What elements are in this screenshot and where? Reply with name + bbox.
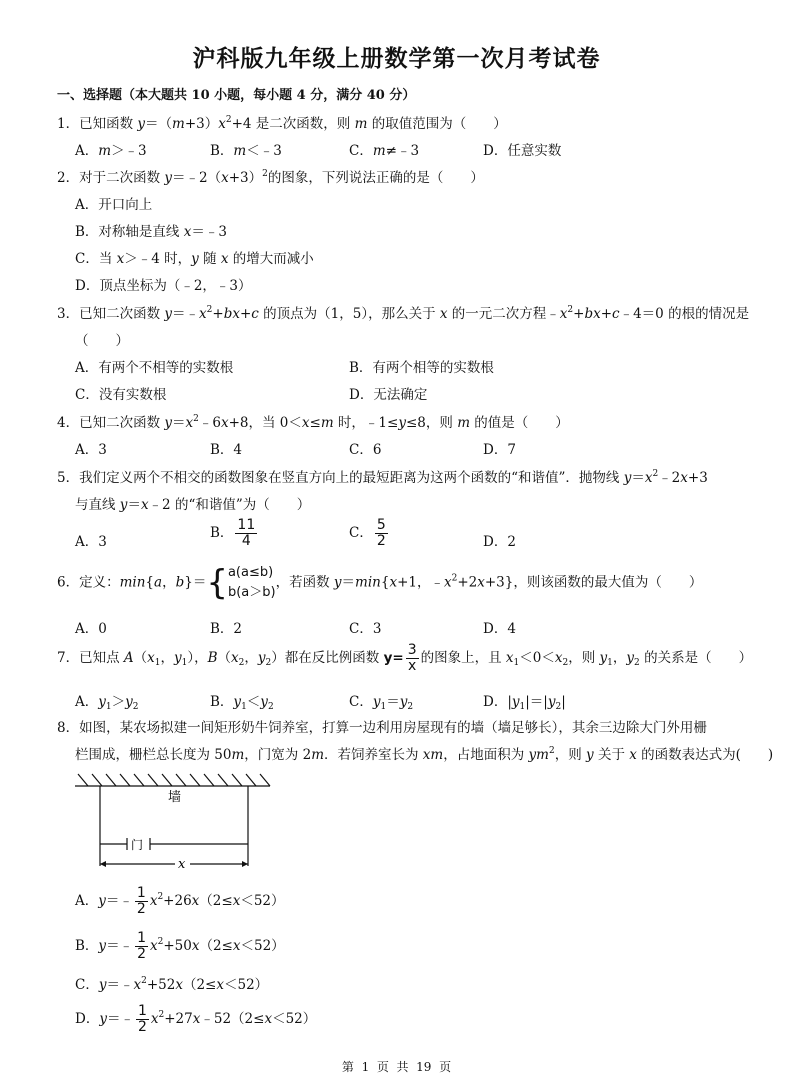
q2-option-d: D．顶点坐标为（﹣2，﹣3）: [75, 278, 252, 294]
fraction: $\frac{1}{2}$: [136, 885, 146, 917]
q3-option-b: B．有两个相等的实数根: [349, 360, 494, 376]
x-label: x: [178, 857, 186, 872]
farm-diagram: [70, 770, 280, 875]
q3-option-d: D．无法确定: [349, 387, 428, 403]
fraction: $\frac{3}{x}$: [407, 642, 417, 674]
q1-option-a: A．m＞﹣3: [75, 143, 147, 159]
q5-option-d: D．2: [483, 534, 516, 550]
q8-option-c: C．$y=﹣x^2+52x(2\le x<52)$: [75, 976, 269, 993]
question-5: 5．我们定义两个不相交的函数图象在竖直方向上的最短距离为这两个函数的“和谐值”．抛物线 $y=x^2﹣2x+3$: [57, 469, 708, 486]
question-7: 7．已知点 $A(x_1$，$y_1$），$B(x_2$，$y_2$）都在反比例函数 y= $\frac{3}{x}$ 的图象上，且 $x_1<0<x_2$，则 $y_1$，$y_2$ 的关系是（ ）: [57, 642, 753, 674]
q1-option-c: C．m≠﹣3: [349, 143, 420, 159]
q3-option-a: A．有两个不相等的实数根: [75, 360, 234, 376]
piecewise-cases: a(a≤b) b(a＞b): [227, 565, 276, 600]
question-8-line-2: 栏围成，栅栏总长度为 50m，门宽为 2m．若饲养室长为 xm，占地面积为 $ym^2$，则 y 关于 x 的函数表达式为( ): [75, 746, 774, 763]
q8-option-a: A．y＝﹣ $\frac{1}{2}$ $x^2+26x(2\le x<52)$: [75, 885, 285, 917]
q6-option-b: B．2: [210, 621, 243, 637]
q6-option-d: D．4: [483, 621, 516, 637]
q4-option-b: B．4: [210, 442, 243, 458]
question-2: 2．对于二次函数 $y=﹣2(x+3)^2$的图象，下列说法正确的是（ ）: [57, 169, 484, 186]
q6-option-a: A．0: [75, 621, 107, 637]
question-3: 3．已知二次函数 $y=﹣x^2+bx+c$ 的顶点为（1，5），那么关于 x 的一元二次方程$﹣x^2+bx+c﹣4=0$ 的根的情况是: [57, 305, 750, 322]
q2-option-c: C．当 x＞﹣4 时，y 随 x 的增大而减小: [75, 251, 314, 267]
q4-option-a: A．3: [75, 442, 107, 458]
left-brace: {: [206, 563, 228, 603]
q2-option-b: B．对称轴是直线 x＝﹣3: [75, 224, 227, 240]
q4-option-d: D．7: [483, 442, 516, 458]
question-1: 1．已知函数 $y=(m+3)x^2+4$ 是二次函数，则 m 的取值范围为（ ）: [57, 115, 507, 132]
q5-option-c: C． $\frac{5}{2}$: [349, 517, 386, 549]
fraction: $\frac{11}{4}$: [237, 517, 256, 549]
q7-option-a: A．$y_1>y_2$: [75, 694, 139, 712]
q6-option-c: C．3: [349, 621, 382, 637]
q5-option-a: A．3: [75, 534, 107, 550]
q2-option-a: A．开口向上: [75, 197, 153, 213]
q1-option-b: B．m＜﹣3: [210, 143, 282, 159]
q8-option-d: D．y＝﹣ $\frac{1}{2}$ $x^2+27x﹣52(2\le x<52)$: [75, 1003, 317, 1035]
wall-label: 墙: [168, 790, 182, 805]
question-6: 6．定义：min{a，b}＝{ a(a≤b) b(a＞b) ，若函数 y＝min{x+1，$﹣x^2+2x+3$}，则该函数的最大值为（ ）: [57, 563, 703, 603]
q7-option-c: C．$y_1=y_2$: [349, 694, 414, 712]
page-title: 沪科版九年级上册数学第一次月考试卷: [192, 45, 601, 72]
q1-option-d: D．任意实数: [483, 143, 562, 159]
door-label: 门: [131, 838, 144, 852]
q3-continuation: （ ）: [75, 333, 129, 349]
q4-option-c: C．6: [349, 442, 382, 458]
fraction: $\frac{1}{2}$: [137, 1003, 147, 1035]
question-5-line-2: 与直线 y＝x﹣2 的“和谐值”为（ ）: [75, 497, 311, 513]
q8-option-b: B．y＝﹣ $\frac{1}{2}$ $x^2+50x(2\le x<52)$: [75, 930, 285, 962]
q5-option-b: B． $\frac{11}{4}$: [210, 517, 256, 549]
question-8: 8．如图，某农场拟建一间矩形奶牛饲养室，打算一边利用房屋现有的墙（墙足够长），其余三边除大门外用栅: [57, 720, 707, 736]
section-heading: 一、选择题（本大题共 10 小题，每小题 4 分，满分 40 分）: [57, 88, 416, 103]
q3-option-c: C．没有实数根: [75, 387, 167, 403]
page-footer: 第 1 页 共 19 页: [341, 1060, 452, 1074]
fraction: $\frac{5}{2}$: [376, 517, 386, 549]
fraction: $\frac{1}{2}$: [137, 930, 146, 962]
q7-option-b: B．$y_1<y_2$: [210, 694, 274, 712]
q7-option-d: D．$|y_1|=|y_2|$: [483, 694, 566, 712]
question-4: 4．已知二次函数 $y=x^2﹣6x+8$，当 0＜x≤m 时，﹣1≤y≤8，则 m 的值是（ ）: [57, 414, 569, 431]
